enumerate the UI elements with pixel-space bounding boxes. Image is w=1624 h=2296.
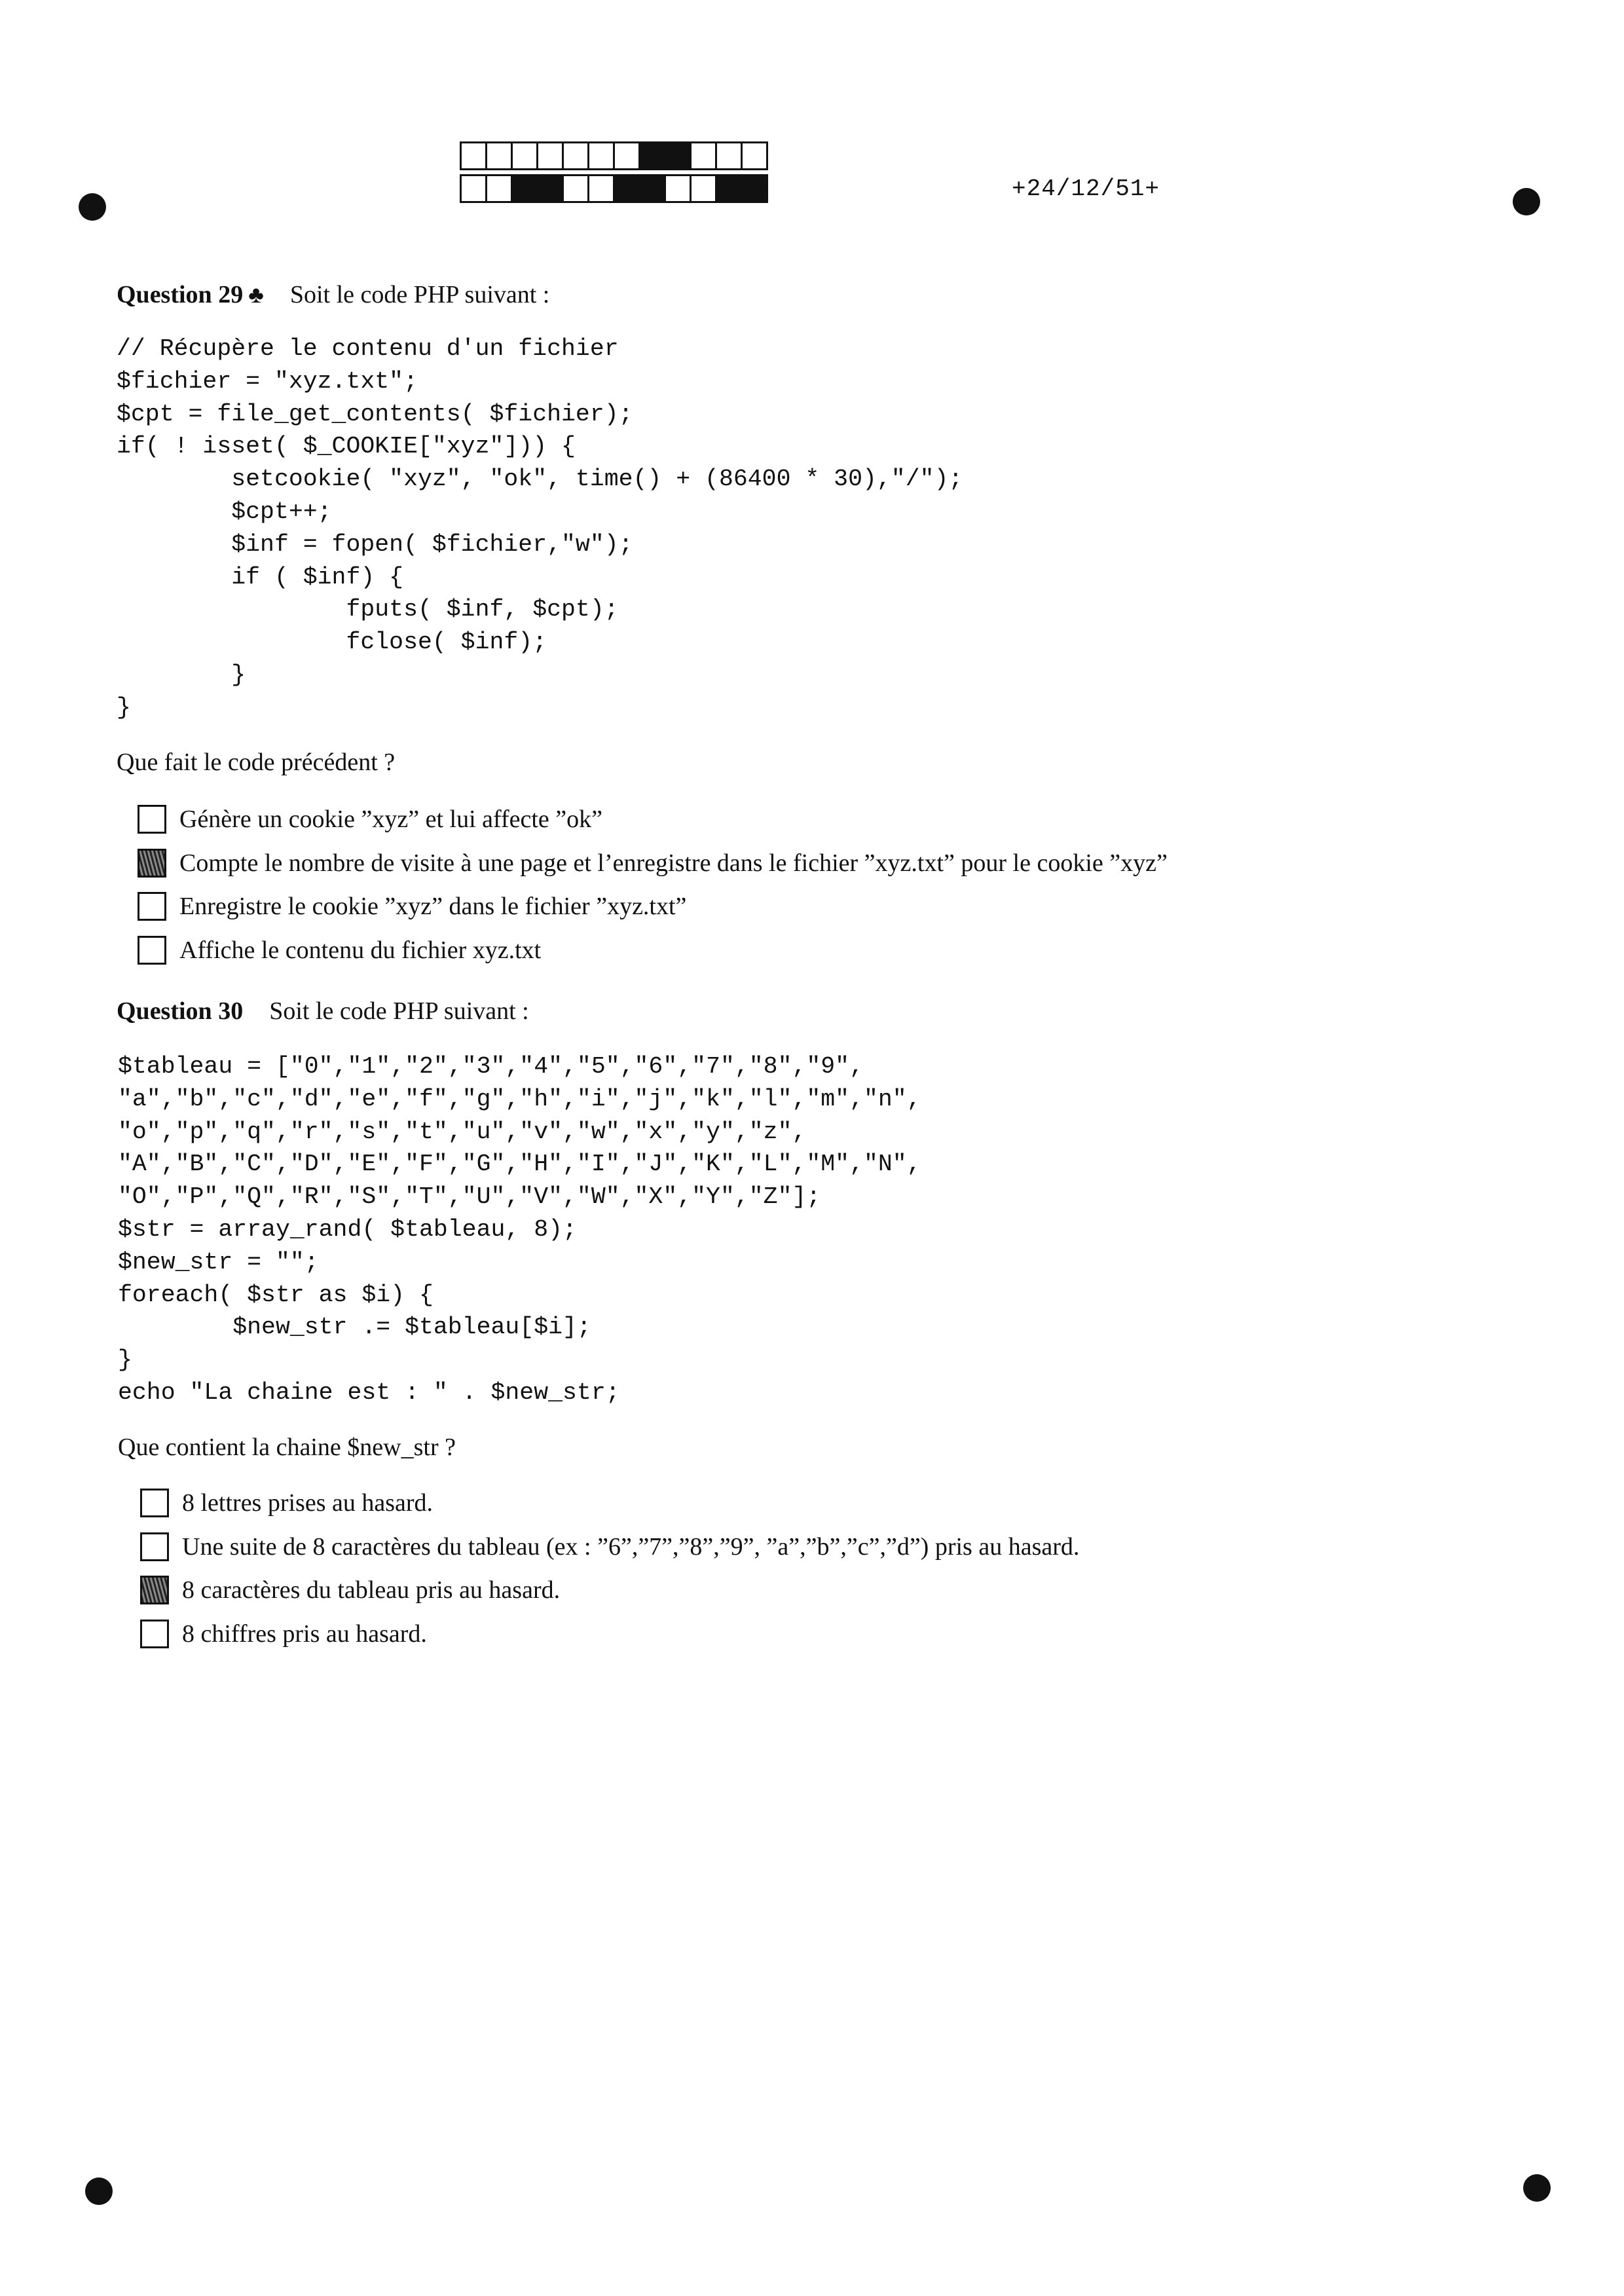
checkbox[interactable] [140, 1576, 169, 1604]
registration-mark-top-right [1513, 188, 1540, 215]
php-code-block: // Récupère le contenu d'un fichier $fichier = "xyz.txt"; $cpt = file_get_contents( $fichier); if( ! isset( $_COOKIE["xyz"])) { setcookie( "xyz", "ok", time() + (86400 * 30),"/"); $cpt++; $inf = fopen( $fichier,"w"); if ( $inf) { fputs( $inf, $cpt); fclose( $inf); } } [117, 335, 963, 721]
barcode-cell [743, 143, 766, 168]
checkbox[interactable] [138, 805, 166, 834]
answer-label: Enregistre le cookie ”xyz” dans le fichier ”xyz.txt” [179, 893, 687, 921]
barcode-cell [487, 176, 513, 201]
answer-label: 8 chiffres pris au hasard. [182, 1620, 427, 1648]
answer-option[interactable] [138, 929, 1168, 972]
barcode-cell [513, 143, 538, 168]
answer-option[interactable] [138, 798, 1168, 842]
registration-mark-bottom-left [85, 2177, 113, 2205]
checkbox[interactable] [138, 936, 166, 965]
answer-list [140, 1481, 1079, 1656]
answer-list [138, 798, 1168, 972]
answer-option[interactable] [140, 1568, 1079, 1612]
barcode-cell [666, 176, 692, 201]
checkbox[interactable] [140, 1620, 169, 1648]
club-icon: ♣ [248, 282, 264, 308]
page-id: +24/12/51+ [1012, 176, 1160, 202]
question-label: Question 29 [117, 281, 244, 308]
barcode-cell [666, 143, 692, 168]
barcode-row-1 [460, 141, 768, 170]
checkbox[interactable] [138, 849, 166, 878]
answer-label: Compte le nombre de visite à une page et l’enregistre dans le fichier ”xyz.txt” pour le cookie ”xyz” [179, 849, 1168, 877]
question-prompt: Que contient la chaine $new_str ? [118, 1434, 456, 1461]
registration-mark-top-left [79, 193, 106, 221]
barcode-cell [717, 176, 743, 201]
answer-option[interactable] [140, 1525, 1079, 1569]
barcode-cell [564, 176, 589, 201]
barcode-cell [589, 143, 615, 168]
question-label: Question 30 [117, 997, 244, 1025]
answer-label: Affiche le contenu du fichier xyz.txt [179, 936, 542, 964]
answer-label: Génère un cookie ”xyz” et lui affecte ”ok” [179, 805, 602, 834]
barcode-cell [487, 143, 513, 168]
barcode-cell [692, 143, 717, 168]
answer-label: Une suite de 8 caractères du tableau (ex : ”6”,”7”,”8”,”9”, ”a”,”b”,”c”,”d”) pris au hasard. [182, 1532, 1080, 1561]
answer-option[interactable] [138, 885, 1168, 929]
barcode-cell [615, 143, 640, 168]
question-29-header [117, 280, 549, 309]
question-title: Soit le code PHP suivant : [269, 997, 529, 1025]
barcode-row-2 [460, 174, 768, 203]
barcode-cell [717, 143, 743, 168]
answer-label: 8 lettres prises au hasard. [182, 1489, 434, 1517]
question-30-header [117, 997, 529, 1026]
answer-option[interactable] [138, 842, 1168, 885]
barcode-cell [640, 143, 666, 168]
checkbox[interactable] [140, 1489, 169, 1517]
barcode-cell [589, 176, 615, 201]
barcode-cell [640, 176, 666, 201]
question-prompt: Que fait le code précédent ? [117, 749, 396, 776]
checkbox[interactable] [140, 1532, 169, 1561]
checkbox[interactable] [138, 892, 166, 921]
barcode-cell [743, 176, 766, 201]
barcode-cell [462, 176, 487, 201]
registration-mark-bottom-right [1523, 2174, 1551, 2202]
barcode-cell [692, 176, 717, 201]
answer-option[interactable] [140, 1612, 1079, 1656]
barcode-cell [538, 143, 564, 168]
barcode-cell [615, 176, 640, 201]
barcode-cell [462, 143, 487, 168]
barcode-cell [564, 143, 589, 168]
barcode-cell [538, 176, 564, 201]
barcode-cell [513, 176, 538, 201]
question-title: Soit le code PHP suivant : [289, 281, 550, 308]
answer-option[interactable] [140, 1481, 1079, 1525]
php-code-block: $tableau = ["0","1","2","3","4","5","6","7","8","9", "a","b","c","d","e","f","g","h","i","j","k","l","m","n", "o","p","q","r","s","t","u","v","w","x","y","z", "A","B","C","D","E","F","G","H","I","J","K","L","M","N", "O","P","Q","R","S","T","U","V","W","X","Y","Z"]; $str = array_rand( $tableau, 8); $new_str = ""; foreach( $str as $i) { $new_str .= $tableau[$i]; } echo "La chaine est : " . $new_str; [118, 1053, 921, 1406]
answer-label: 8 caractères du tableau pris au hasard. [182, 1576, 561, 1604]
